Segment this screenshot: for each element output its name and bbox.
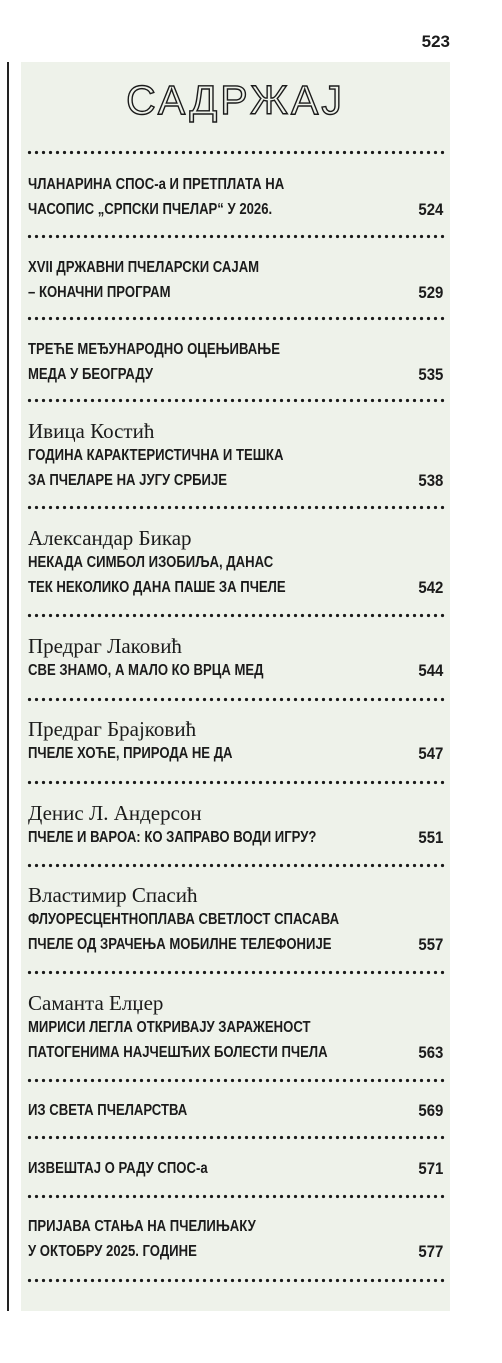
- toc-entry-page-number: 547: [418, 744, 443, 763]
- toc-entry-title-line: ЗА ПЧЕЛАРЕ НА ЈУГУ СРБИЈЕ: [28, 472, 228, 489]
- toc-entry[interactable]: [28, 1098, 443, 1123]
- toc-entry-title-line: У ОКТОБРУ 2025. ГОДИНЕ: [28, 1243, 197, 1260]
- toc-entry[interactable]: [28, 1156, 443, 1181]
- toc-entry-title-line: XVII ДРЖАВНИ ПЧЕЛАРСКИ САЈАМ: [28, 259, 260, 276]
- toc-entry-author: Предраг Лаковић: [28, 634, 182, 658]
- toc-entry-title-line: СВЕ ЗНАМО, А МАЛО КО ВРЦА МЕД: [28, 662, 264, 679]
- toc-entry-author: Саманта Елџер: [28, 991, 164, 1015]
- toc-entry-page-number: 569: [418, 1101, 443, 1120]
- toc-entry-title-line: ПАТОГЕНИМА НАЈЧЕШЋИХ БОЛЕСТИ ПЧЕЛА: [28, 1044, 328, 1061]
- toc-entry-title-line: ИЗ СВЕТА ПЧЕЛАРСТВА: [28, 1102, 188, 1119]
- toc-entry[interactable]: [28, 717, 443, 766]
- toc-entry-author: Денис Л. Андерсон: [28, 801, 202, 825]
- dotted-divider: [26, 863, 445, 868]
- dotted-divider: [26, 613, 445, 618]
- dotted-divider: [26, 1194, 445, 1199]
- toc-entry[interactable]: [28, 883, 443, 957]
- toc-entry-title-line: ТРЕЋЕ МЕЂУНАРОДНО ОЦЕЊИВАЊЕ: [28, 341, 280, 358]
- toc-entry[interactable]: [28, 255, 443, 305]
- toc-entry-page-number: 571: [418, 1159, 443, 1178]
- toc-entry[interactable]: [28, 1214, 443, 1264]
- toc-entry-page-number: 524: [418, 200, 443, 219]
- toc-entry-page-number: 557: [418, 935, 443, 954]
- toc-entry[interactable]: [28, 337, 443, 387]
- dotted-divider: [26, 1278, 445, 1283]
- toc-entry-title-line: ТЕК НЕКОЛИКО ДАНА ПАШЕ ЗА ПЧЕЛЕ: [28, 579, 286, 596]
- dotted-divider: [26, 150, 445, 155]
- toc-entry-title-line: ПЧЕЛЕ И ВАРОА: КО ЗАПРАВО ВОДИ ИГРУ?: [28, 829, 317, 846]
- dotted-divider: [26, 697, 445, 702]
- toc-entry-page-number: 551: [418, 828, 443, 847]
- toc-entry-title-line: – КОНАЧНИ ПРОГРАМ: [28, 284, 171, 301]
- toc-entry-page-number: 544: [418, 661, 443, 680]
- toc-entry-author: Властимир Спасић: [28, 883, 198, 907]
- toc-entry-page-number: 542: [418, 578, 443, 597]
- toc-entry-page-number: 535: [418, 365, 443, 384]
- toc-entry-page-number: 538: [418, 471, 443, 490]
- contents-heading: САДРЖАЈ: [126, 77, 345, 123]
- toc-entry[interactable]: [28, 526, 443, 600]
- toc-entry-title-line: ГОДИНА КАРАКТЕРИСТИЧНА И ТЕШКА: [28, 447, 284, 464]
- toc-entry-title-line: ПЧЕЛЕ ОД ЗРАЧЕЊА МОБИЛНЕ ТЕЛЕФОНИЈЕ: [28, 936, 332, 953]
- toc-entry-title-line: ЧАСОПИС „СРПСКИ ПЧЕЛАР“ У 2026.: [28, 201, 273, 218]
- toc-entry[interactable]: [28, 419, 443, 493]
- dotted-divider: [26, 970, 445, 975]
- contents-panel: [21, 62, 450, 1311]
- left-rule: [7, 62, 9, 1311]
- toc-entry-title-line: ПЧЕЛЕ ХОЋЕ, ПРИРОДА НЕ ДА: [28, 745, 233, 762]
- toc-entry-page-number: 577: [418, 1242, 443, 1261]
- dotted-divider: [26, 234, 445, 239]
- toc-entry-title-line: МЕДА У БЕОГРАДУ: [28, 366, 154, 383]
- toc-entry-title-line: НЕКАДА СИМБОЛ ИЗОБИЉА, ДАНАС: [28, 554, 274, 571]
- dotted-divider: [26, 316, 445, 321]
- dotted-divider: [26, 780, 445, 785]
- dotted-divider: [26, 505, 445, 510]
- page-number: 523: [421, 32, 450, 51]
- toc-entry-title-line: ПРИЈАВА СТАЊА НА ПЧЕЛИЊАКУ: [28, 1218, 256, 1235]
- toc-entry[interactable]: [28, 801, 443, 850]
- toc-entry-title-line: ЧЛАНАРИНА СПОС-а И ПРЕТПЛАТА НА: [28, 176, 285, 193]
- toc-entry-title-line: ФЛУОРЕСЦЕНТНОПЛАВА СВЕТЛОСТ СПАСАВА: [28, 911, 340, 928]
- toc-entry-title-line: ИЗВЕШТАЈ О РАДУ СПОС-а: [28, 1160, 208, 1177]
- toc-entry-title-line: МИРИСИ ЛЕГЛА ОТКРИВАЈУ ЗАРАЖЕНОСТ: [28, 1019, 311, 1036]
- toc-entry[interactable]: [28, 172, 443, 222]
- toc-entry-page-number: 529: [418, 283, 443, 302]
- toc-entry-author: Александар Бикар: [28, 526, 192, 550]
- toc-entry-author: Ивица Костић: [28, 419, 155, 443]
- toc-entry[interactable]: [28, 634, 443, 683]
- dotted-divider: [26, 1078, 445, 1083]
- toc-entry[interactable]: [28, 991, 443, 1065]
- toc-entry-author: Предраг Брајковић: [28, 717, 197, 741]
- dotted-divider: [26, 398, 445, 403]
- dotted-divider: [26, 1135, 445, 1140]
- toc-entry-page-number: 563: [418, 1043, 443, 1062]
